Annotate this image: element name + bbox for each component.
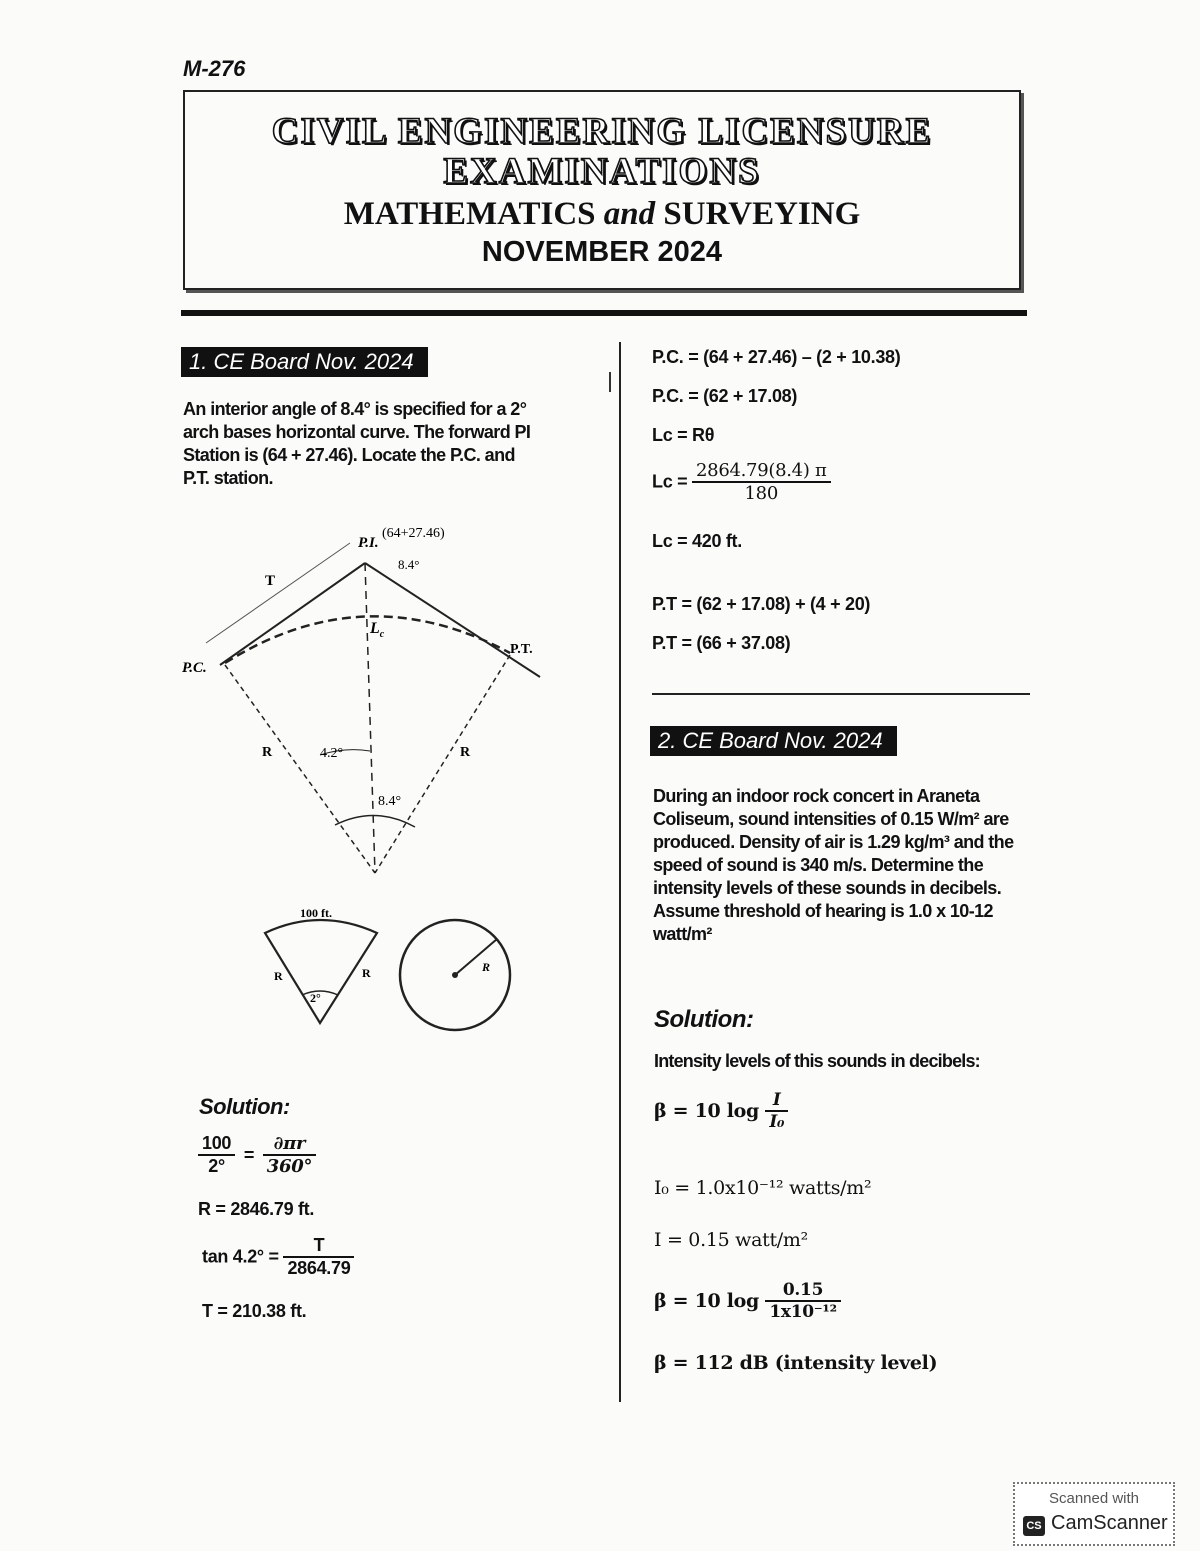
sector-arc-label: 100 ft. xyxy=(300,906,332,920)
exam-title-line1: CIVIL ENGINEERING LICENSURE xyxy=(271,111,933,152)
r-result: R = 2846.79 ft. xyxy=(198,1199,315,1219)
camscanner-brand: CamScanner xyxy=(1051,1512,1168,1534)
beta-left: β = 10 log xyxy=(654,1100,759,1122)
tan-equation xyxy=(202,1235,354,1279)
problem2-line: Coliseum, sound intensities of 0.15 W/m² are xyxy=(653,809,1009,829)
problem1-line: Station is (64 + 27.46). Locate the P.C. and xyxy=(183,445,515,465)
problem2-statement xyxy=(653,785,1033,946)
problem1-line: An interior angle of 8.4° is specified for a 2° xyxy=(183,399,527,419)
header-divider xyxy=(181,310,1027,316)
lc-main: L xyxy=(370,620,380,637)
problem1-statement xyxy=(183,398,563,490)
circle-r-label: R xyxy=(482,960,491,974)
pi-station-label: (64+27.46) xyxy=(382,526,445,541)
beta2-left: β = 10 log xyxy=(654,1290,759,1312)
problem1-line: P.T. station. xyxy=(183,468,273,488)
pt-equation-2: P.T = (66 + 37.08) xyxy=(652,633,791,653)
proportion-right-frac xyxy=(263,1133,316,1177)
frac-den: I₀ xyxy=(769,1112,785,1132)
proportion-left-frac xyxy=(198,1133,235,1177)
beta-result: β = 112 dB (intensity level) xyxy=(654,1352,938,1374)
beta-frac xyxy=(765,1090,788,1132)
frac-num: T xyxy=(283,1235,354,1258)
column-tick xyxy=(609,372,611,392)
top-angle-label: 8.4° xyxy=(398,557,420,572)
lc-equation-3: Lc = 420 ft. xyxy=(652,531,742,551)
problem2-line: produced. Density of air is 1.29 kg/m³ and the xyxy=(653,832,1014,852)
circle-center xyxy=(452,972,458,978)
exam-date: NOVEMBER 2024 xyxy=(481,236,723,268)
frac-den: 2864.79 xyxy=(287,1258,351,1278)
problem1-tag: 1. CE Board Nov. 2024 xyxy=(181,347,428,377)
lc-sub: c xyxy=(379,629,385,640)
subject-part2: SURVEYING xyxy=(655,196,861,232)
frac-den: 180 xyxy=(744,483,778,504)
pt-equation-1: P.T = (62 + 17.08) + (4 + 20) xyxy=(652,594,871,614)
circle-radius xyxy=(455,939,497,975)
frac-den: 2° xyxy=(208,1156,225,1176)
pt-label: P.T. xyxy=(510,642,533,657)
page-code: M-276 xyxy=(183,56,246,81)
pc-label: P.C. xyxy=(182,660,207,676)
proportion-equation xyxy=(198,1133,316,1177)
half-angle-label: 4.2° xyxy=(320,746,344,761)
camscanner-watermark xyxy=(1013,1482,1175,1546)
radius-right xyxy=(375,655,510,873)
t-result: T = 210.38 ft. xyxy=(202,1301,307,1321)
equals-sign: = xyxy=(243,1144,255,1165)
column-divider xyxy=(619,342,621,1402)
problem2-tag: 2. CE Board Nov. 2024 xyxy=(650,726,897,756)
beta-formula xyxy=(654,1090,788,1132)
camscanner-logo-icon: CS xyxy=(1023,1516,1045,1536)
pi-label: P.I. xyxy=(358,535,379,551)
frac-num: 100 xyxy=(198,1133,235,1156)
problem2-solution-heading: Solution: xyxy=(654,1006,754,1033)
forward-tangent xyxy=(365,563,540,677)
scanned-with-text: Scanned with xyxy=(1048,1490,1140,1507)
frac-den: 360° xyxy=(266,1156,313,1177)
problem2-line: intensity levels of these sounds in decibels. xyxy=(653,878,1002,898)
r-label-right: R xyxy=(460,745,471,760)
problem2-subheading: Intensity levels of this sounds in decibels: xyxy=(654,1051,980,1071)
i0-equation: I₀ = 1.0x10⁻¹² watts/m² xyxy=(654,1177,872,1199)
lc-equation-2 xyxy=(652,460,831,504)
sector-angle-label: 2° xyxy=(310,991,321,1005)
center-angle-label: 8.4° xyxy=(378,794,402,809)
lc2-left: Lc = xyxy=(652,471,688,492)
sector-r-left: R xyxy=(274,969,283,983)
pc-equation-2: P.C. = (62 + 17.08) xyxy=(652,386,798,406)
curve-diagram xyxy=(170,515,590,1035)
pc-equation-1: P.C. = (64 + 27.46) – (2 + 10.38) xyxy=(652,347,901,367)
center-angle-arc xyxy=(335,815,415,827)
exam-title-line2: EXAMINATIONS xyxy=(443,151,761,192)
frac-num: I xyxy=(765,1090,788,1112)
problem2-line: Assume threshold of hearing is 1.0 x 10-12 xyxy=(653,901,993,921)
beta-calculation xyxy=(654,1280,841,1322)
tan-frac xyxy=(283,1235,354,1279)
problem2-line: speed of sound is 340 m/s. Determine the xyxy=(653,855,984,875)
problem1-solution-heading: Solution: xyxy=(199,1094,290,1119)
subject-and: and xyxy=(603,196,656,232)
frac-num: 2864.79(8.4) π xyxy=(692,460,830,483)
subject-title xyxy=(185,196,1019,233)
beta2-frac xyxy=(765,1280,840,1322)
lc-label xyxy=(369,620,385,640)
r-label-left: R xyxy=(262,745,273,760)
problem2-line: During an indoor rock concert in Araneta xyxy=(653,786,980,806)
back-tangent xyxy=(220,563,365,665)
problem2-line: watt/m² xyxy=(653,924,712,944)
frac-num: ∂πr xyxy=(263,1133,316,1156)
problem1-line: arch bases horizontal curve. The forward PI xyxy=(183,422,531,442)
t-label: T xyxy=(265,573,276,589)
t-dimension-line xyxy=(206,543,350,643)
lc2-frac xyxy=(692,460,830,504)
lc-equation-1: Lc = Rθ xyxy=(652,425,715,445)
section-divider xyxy=(652,693,1030,695)
center-line xyxy=(365,563,375,873)
title-box xyxy=(183,90,1021,290)
frac-num: 0.15 xyxy=(765,1280,840,1302)
radius-left xyxy=(225,665,375,873)
sector-r-right: R xyxy=(362,966,371,980)
frac-den: 1x10⁻¹² xyxy=(769,1302,837,1322)
tan-left: tan 4.2° = xyxy=(202,1246,279,1267)
i-equation: I = 0.15 watt/m² xyxy=(654,1229,808,1251)
subject-part1: MATHEMATICS xyxy=(343,196,604,232)
